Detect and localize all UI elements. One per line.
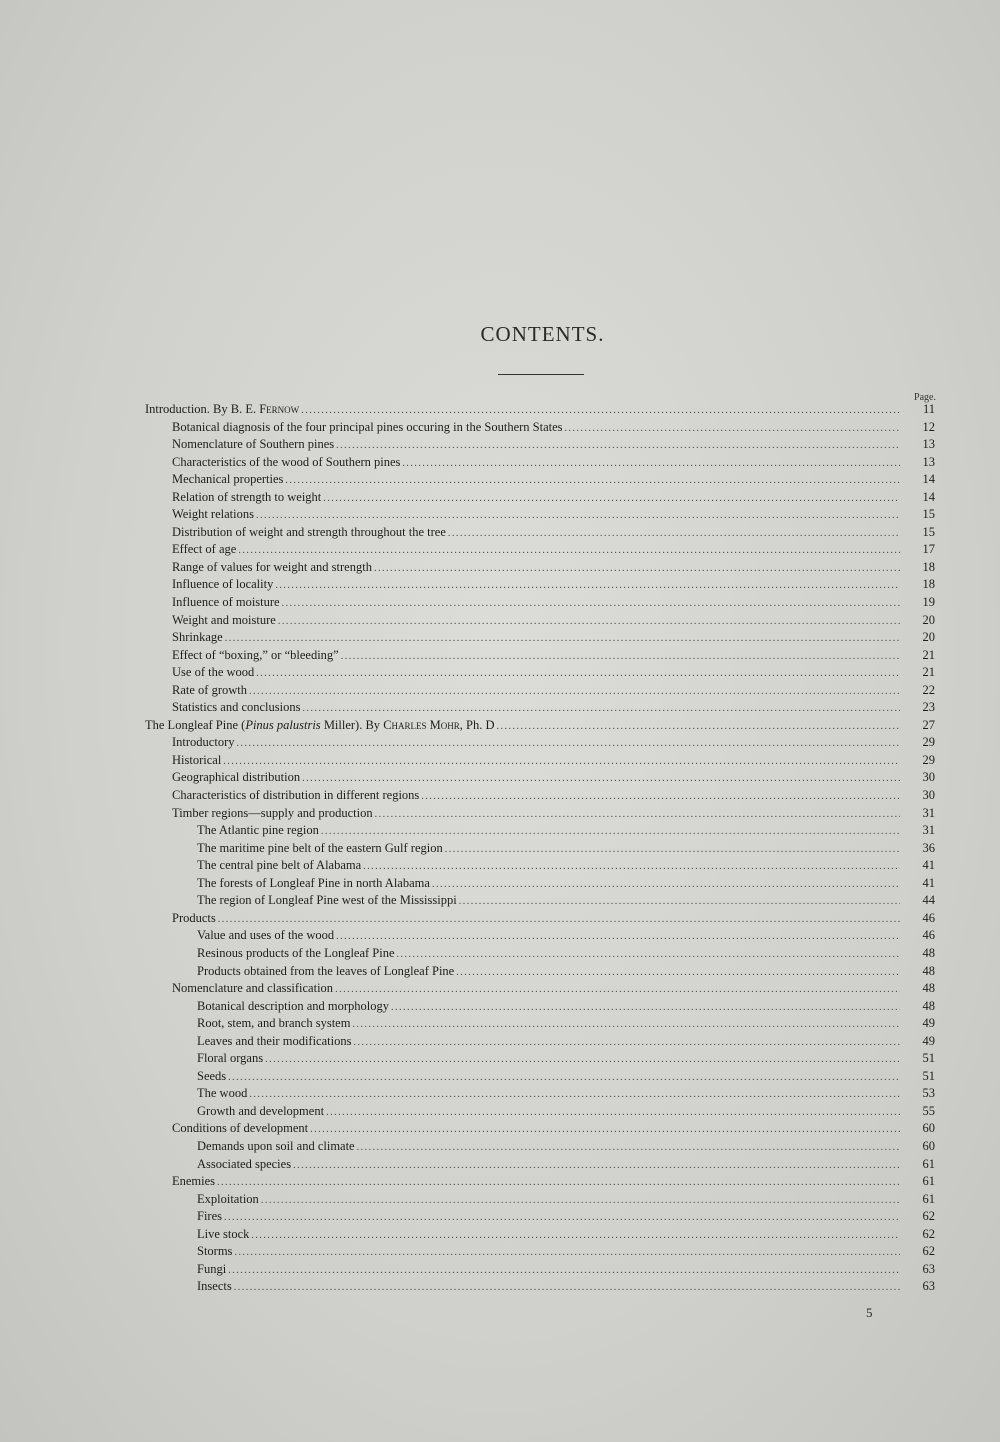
toc-entry-italic: Pinus palustris bbox=[245, 717, 321, 732]
dot-leader bbox=[459, 893, 900, 911]
toc-entry bbox=[145, 1103, 935, 1121]
toc-entry bbox=[145, 734, 935, 752]
toc-entry-text: The maritime pine belt of the eastern Gulf region bbox=[197, 840, 443, 855]
toc-entry bbox=[145, 541, 935, 559]
toc-entry-text: Influence of moisture bbox=[172, 595, 280, 610]
toc-entry bbox=[145, 647, 935, 665]
table-of-contents bbox=[145, 401, 935, 1296]
toc-entry-title bbox=[172, 612, 276, 630]
toc-entry-text: Storms bbox=[197, 1244, 233, 1259]
toc-entry bbox=[145, 436, 935, 454]
toc-entry bbox=[145, 840, 935, 858]
toc-entry-page: 53 bbox=[922, 1086, 935, 1101]
toc-entry bbox=[145, 1191, 935, 1209]
toc-entry bbox=[145, 1261, 935, 1279]
toc-entry-page: 23 bbox=[922, 700, 935, 715]
dot-leader bbox=[265, 1051, 900, 1069]
dot-leader bbox=[448, 525, 900, 543]
dot-leader bbox=[251, 1227, 900, 1245]
toc-entry-title bbox=[172, 524, 446, 542]
toc-entry-text: Leaves and their modifications bbox=[197, 1033, 352, 1048]
toc-entry-title bbox=[172, 682, 247, 700]
toc-entry-page: 18 bbox=[922, 577, 935, 592]
dot-leader bbox=[228, 1262, 900, 1280]
toc-entry-page: 41 bbox=[922, 858, 935, 873]
toc-entry-title bbox=[172, 576, 273, 594]
toc-entry-text: The Atlantic pine region bbox=[197, 823, 319, 838]
dot-leader bbox=[256, 665, 900, 683]
dot-leader bbox=[402, 455, 900, 473]
dot-leader bbox=[224, 1209, 900, 1227]
dot-leader bbox=[225, 630, 900, 648]
dot-leader bbox=[374, 560, 900, 578]
toc-entry bbox=[145, 1226, 935, 1244]
toc-entry bbox=[145, 1085, 935, 1103]
toc-entry-title bbox=[197, 1191, 259, 1209]
toc-entry-text: Exploitation bbox=[197, 1191, 259, 1206]
toc-entry-page: 13 bbox=[922, 437, 935, 452]
dot-leader bbox=[234, 1244, 900, 1262]
toc-entry bbox=[145, 1050, 935, 1068]
dot-leader bbox=[352, 1016, 900, 1034]
toc-entry-title bbox=[172, 699, 300, 717]
toc-entry bbox=[145, 594, 935, 612]
toc-entry-page: 62 bbox=[922, 1226, 935, 1241]
dot-leader bbox=[285, 472, 900, 490]
toc-entry-title bbox=[172, 1120, 308, 1138]
toc-entry-title bbox=[172, 647, 339, 665]
dot-leader bbox=[282, 595, 900, 613]
toc-entry-text: Effect of age bbox=[172, 542, 237, 557]
toc-entry-page: 60 bbox=[922, 1121, 935, 1136]
toc-entry-title bbox=[197, 857, 361, 875]
toc-entry bbox=[145, 612, 935, 630]
toc-entry-text: Enemies bbox=[172, 1174, 216, 1189]
toc-entry-text: Shrinkage bbox=[172, 630, 223, 645]
toc-entry-title bbox=[197, 892, 457, 910]
toc-entry-text: The region of Longleaf Pine west of the Mississippi bbox=[197, 893, 457, 908]
toc-entry-text: The central pine belt of Alabama bbox=[197, 858, 362, 873]
toc-entry-title bbox=[172, 752, 221, 770]
toc-entry-title bbox=[172, 805, 373, 823]
dot-leader bbox=[357, 1139, 900, 1157]
toc-entry-text: Rate of growth bbox=[172, 682, 247, 697]
toc-entry-page: 31 bbox=[922, 805, 935, 820]
toc-entry-text: Weight relations bbox=[172, 507, 254, 522]
dot-leader bbox=[375, 806, 900, 824]
title-rule bbox=[498, 374, 584, 375]
toc-entry-page: 20 bbox=[922, 630, 935, 645]
dot-leader bbox=[323, 490, 900, 508]
toc-entry-title bbox=[172, 769, 300, 787]
toc-entry-text: Mechanical properties bbox=[172, 472, 284, 487]
toc-entry-text: Botanical diagnosis of the four principal pines occuring in the Southern States bbox=[172, 419, 563, 434]
toc-entry-text: Growth and development bbox=[197, 1103, 325, 1118]
dot-leader bbox=[278, 613, 900, 631]
toc-entry-page: 36 bbox=[922, 840, 935, 855]
toc-entry-title bbox=[197, 1156, 291, 1174]
toc-entry bbox=[145, 980, 935, 998]
dot-leader bbox=[341, 648, 900, 666]
dot-leader bbox=[335, 981, 900, 999]
dot-leader bbox=[336, 437, 900, 455]
toc-entry-page: 62 bbox=[922, 1209, 935, 1224]
toc-entry-title bbox=[172, 489, 321, 507]
dot-leader bbox=[228, 1069, 900, 1087]
toc-entry-page: 62 bbox=[922, 1244, 935, 1259]
toc-entry bbox=[145, 1138, 935, 1156]
toc-entry-title bbox=[172, 454, 400, 472]
toc-entry-title bbox=[145, 717, 495, 735]
toc-entry-title bbox=[172, 787, 419, 805]
toc-entry-page: 11 bbox=[922, 402, 935, 416]
toc-entry-title bbox=[172, 664, 254, 682]
toc-entry bbox=[145, 822, 935, 840]
toc-entry-page: 55 bbox=[922, 1103, 935, 1118]
toc-entry-page: 60 bbox=[922, 1138, 935, 1153]
toc-entry-page: 14 bbox=[922, 472, 935, 487]
dot-leader bbox=[421, 788, 900, 806]
toc-entry-text: Historical bbox=[172, 752, 222, 767]
toc-entry-title bbox=[197, 840, 443, 858]
toc-entry-title bbox=[197, 1208, 222, 1226]
toc-entry-title bbox=[172, 594, 280, 612]
toc-entry-text: Root, stem, and branch system bbox=[197, 1016, 351, 1031]
toc-entry-text: Seeds bbox=[197, 1068, 227, 1083]
page-title: CONTENTS. bbox=[480, 322, 605, 346]
toc-entry-text: Nomenclature and classification bbox=[172, 981, 334, 996]
toc-entry-page: 22 bbox=[922, 682, 935, 697]
toc-entry-page: 46 bbox=[922, 928, 935, 943]
dot-leader bbox=[218, 911, 900, 929]
toc-entry-title bbox=[197, 822, 319, 840]
toc-entry-text: Associated species bbox=[197, 1156, 292, 1171]
toc-entry-page: 46 bbox=[922, 910, 935, 925]
toc-entry-page: 51 bbox=[922, 1068, 935, 1083]
toc-entry-text-end: , Ph. D bbox=[459, 717, 495, 732]
toc-entry-title bbox=[197, 1278, 232, 1296]
toc-entry bbox=[145, 559, 935, 577]
toc-entry-page: 12 bbox=[922, 419, 935, 434]
toc-entry-page: 48 bbox=[922, 963, 935, 978]
toc-entry-title bbox=[197, 998, 389, 1016]
dot-leader bbox=[397, 946, 900, 964]
dot-leader bbox=[238, 542, 900, 560]
toc-entry-text: Statistics and conclusions bbox=[172, 700, 301, 715]
toc-entry-text-after: Miller). By bbox=[320, 717, 384, 732]
dot-leader bbox=[336, 928, 900, 946]
toc-entry-text: Live stock bbox=[197, 1226, 250, 1241]
toc-entry-page: 41 bbox=[922, 875, 935, 890]
toc-entry bbox=[145, 401, 935, 419]
toc-entry-author: Fernow bbox=[259, 402, 300, 416]
toc-entry-title bbox=[172, 1173, 215, 1191]
dot-leader bbox=[456, 964, 900, 982]
dot-leader bbox=[302, 700, 900, 718]
toc-entry bbox=[145, 1033, 935, 1051]
toc-entry-title bbox=[197, 1243, 232, 1261]
dot-leader bbox=[310, 1121, 900, 1139]
dot-leader bbox=[236, 735, 900, 753]
dot-leader bbox=[326, 1104, 900, 1122]
toc-entry-page: 30 bbox=[922, 788, 935, 803]
toc-entry-page: 18 bbox=[922, 559, 935, 574]
toc-entry-title bbox=[197, 1068, 226, 1086]
toc-entry bbox=[145, 910, 935, 928]
dot-leader bbox=[234, 1279, 900, 1297]
toc-entry-page: 19 bbox=[922, 595, 935, 610]
toc-entry bbox=[145, 682, 935, 700]
toc-entry-text: Value and uses of the wood bbox=[197, 928, 335, 943]
toc-entry-page: 61 bbox=[922, 1174, 935, 1189]
toc-entry-text: Insects bbox=[197, 1279, 232, 1294]
toc-entry bbox=[145, 419, 935, 437]
toc-entry bbox=[145, 787, 935, 805]
dot-leader bbox=[275, 577, 900, 595]
toc-entry-page: 13 bbox=[922, 454, 935, 469]
toc-entry-text: Resinous products of the Longleaf Pine bbox=[197, 945, 395, 960]
toc-entry-text: Floral organs bbox=[197, 1051, 264, 1066]
toc-entry-title bbox=[172, 629, 223, 647]
toc-entry-title bbox=[197, 1261, 226, 1279]
toc-entry bbox=[145, 963, 935, 981]
toc-entry-title bbox=[197, 1085, 247, 1103]
toc-entry-title bbox=[172, 541, 236, 559]
toc-entry-text: Products bbox=[172, 910, 216, 925]
dot-leader bbox=[363, 858, 900, 876]
toc-entry bbox=[145, 489, 935, 507]
page-column-header: Page. bbox=[914, 392, 936, 403]
page-number: 5 bbox=[866, 1305, 873, 1320]
toc-entry-title bbox=[172, 419, 563, 437]
toc-entry-page: 20 bbox=[922, 612, 935, 627]
toc-entry bbox=[145, 629, 935, 647]
toc-entry-text: Fungi bbox=[197, 1261, 227, 1276]
toc-entry-page: 49 bbox=[922, 1033, 935, 1048]
toc-entry-title bbox=[172, 734, 234, 752]
dot-leader bbox=[353, 1034, 900, 1052]
toc-entry-text: Botanical description and morphology bbox=[197, 998, 389, 1013]
toc-entry-text: Geographical distribution bbox=[172, 770, 301, 785]
toc-entry-text: The forests of Longleaf Pine in north Alabama bbox=[197, 875, 430, 890]
toc-entry-page: 14 bbox=[922, 489, 935, 504]
dot-leader bbox=[301, 402, 900, 420]
toc-entry bbox=[145, 1278, 935, 1296]
toc-entry bbox=[145, 576, 935, 594]
toc-entry-page: 17 bbox=[922, 542, 935, 557]
toc-entry bbox=[145, 1156, 935, 1174]
toc-entry-text: Nomenclature of Southern pines bbox=[172, 437, 335, 452]
toc-entry-title bbox=[172, 471, 283, 489]
dot-leader bbox=[321, 823, 900, 841]
toc-entry bbox=[145, 927, 935, 945]
toc-entry-page: 61 bbox=[922, 1191, 935, 1206]
toc-entry-page: 30 bbox=[922, 770, 935, 785]
dot-leader bbox=[565, 420, 900, 438]
toc-entry-title bbox=[172, 980, 333, 998]
toc-entry bbox=[145, 769, 935, 787]
toc-entry bbox=[145, 664, 935, 682]
toc-entry bbox=[145, 892, 935, 910]
toc-entry-title bbox=[197, 1103, 324, 1121]
toc-entry bbox=[145, 945, 935, 963]
toc-entry bbox=[145, 1068, 935, 1086]
dot-leader bbox=[293, 1157, 900, 1175]
toc-entry-title bbox=[145, 401, 299, 419]
toc-entry-page: 21 bbox=[922, 665, 935, 680]
toc-entry-text: Introductory bbox=[172, 735, 235, 750]
toc-entry bbox=[145, 1208, 935, 1226]
toc-entry-page: 29 bbox=[922, 752, 935, 767]
toc-entry-title bbox=[197, 1226, 249, 1244]
toc-entry-title bbox=[197, 963, 454, 981]
toc-entry-title bbox=[197, 1138, 355, 1156]
toc-entry bbox=[145, 752, 935, 770]
dot-leader bbox=[445, 841, 900, 859]
toc-entry bbox=[145, 506, 935, 524]
toc-entry bbox=[145, 875, 935, 893]
toc-entry-title bbox=[172, 506, 254, 524]
toc-entry-text: The wood bbox=[197, 1086, 248, 1101]
toc-entry-title bbox=[172, 910, 216, 928]
toc-entry-page: 21 bbox=[922, 647, 935, 662]
toc-entry-title bbox=[197, 1050, 263, 1068]
toc-entry-text: Characteristics of distribution in different regions bbox=[172, 788, 420, 803]
toc-entry bbox=[145, 524, 935, 542]
toc-entry-text: Range of values for weight and strength bbox=[172, 559, 372, 574]
toc-entry-page: 44 bbox=[922, 893, 935, 908]
toc-entry-text: Distribution of weight and strength throughout the tree bbox=[172, 524, 446, 539]
toc-entry-page: 61 bbox=[922, 1156, 935, 1171]
toc-entry bbox=[145, 454, 935, 472]
toc-entry-text: Weight and moisture bbox=[172, 612, 276, 627]
toc-entry-page: 49 bbox=[922, 1016, 935, 1031]
toc-entry-title bbox=[197, 1015, 350, 1033]
toc-entry-page: 63 bbox=[922, 1279, 935, 1294]
toc-entry-title bbox=[197, 875, 430, 893]
toc-entry-page: 48 bbox=[922, 945, 935, 960]
toc-entry-text: Fires bbox=[197, 1209, 222, 1224]
toc-entry bbox=[145, 699, 935, 717]
toc-entry-page: 27 bbox=[922, 717, 935, 732]
toc-entry-text: Conditions of development bbox=[172, 1121, 309, 1136]
toc-entry-text: Demands upon soil and climate bbox=[197, 1138, 355, 1153]
toc-entry-page: 63 bbox=[922, 1261, 935, 1276]
toc-entry bbox=[145, 998, 935, 1016]
toc-entry-text: Characteristics of the wood of Southern pines bbox=[172, 454, 401, 469]
toc-entry-text: Influence of locality bbox=[172, 577, 274, 592]
toc-entry-page: 29 bbox=[922, 735, 935, 750]
toc-entry bbox=[145, 1015, 935, 1033]
toc-entry bbox=[145, 1173, 935, 1191]
toc-entry-text: Use of the wood bbox=[172, 665, 255, 680]
toc-entry-page: 48 bbox=[922, 998, 935, 1013]
dot-leader bbox=[432, 876, 900, 894]
dot-leader bbox=[249, 1086, 900, 1104]
dot-leader bbox=[249, 683, 900, 701]
toc-entry-page: 15 bbox=[922, 524, 935, 539]
toc-entry-title bbox=[197, 927, 334, 945]
toc-entry-page: 31 bbox=[922, 823, 935, 838]
toc-entry-text: Effect of “boxing,” or “bleeding” bbox=[172, 647, 339, 662]
dot-leader bbox=[391, 999, 900, 1017]
toc-entry-text: Products obtained from the leaves of Longleaf Pine bbox=[197, 963, 455, 978]
dot-leader bbox=[256, 507, 900, 525]
toc-entry-title bbox=[172, 436, 334, 454]
toc-entry-title bbox=[197, 1033, 351, 1051]
dot-leader bbox=[497, 718, 900, 736]
toc-entry-text: The Longleaf Pine ( bbox=[145, 717, 246, 732]
toc-entry bbox=[145, 471, 935, 489]
toc-entry-page: 15 bbox=[922, 507, 935, 522]
toc-entry-page: 51 bbox=[922, 1051, 935, 1066]
toc-entry bbox=[145, 805, 935, 823]
toc-entry-title bbox=[172, 559, 372, 577]
toc-entry bbox=[145, 1120, 935, 1138]
toc-entry-text: Timber regions—supply and production bbox=[172, 805, 373, 820]
dot-leader bbox=[261, 1192, 900, 1210]
toc-entry-author: Charles Mohr bbox=[383, 717, 460, 732]
toc-entry-text: Relation of strength to weight bbox=[172, 489, 322, 504]
dot-leader bbox=[223, 753, 900, 771]
dot-leader bbox=[302, 770, 900, 788]
toc-entry bbox=[145, 857, 935, 875]
toc-entry-title bbox=[197, 945, 395, 963]
dot-leader bbox=[217, 1174, 900, 1192]
toc-entry bbox=[145, 1243, 935, 1261]
toc-entry bbox=[145, 717, 935, 735]
toc-entry-text: Introduction. By B. E. bbox=[145, 402, 260, 416]
toc-entry-page: 48 bbox=[922, 981, 935, 996]
